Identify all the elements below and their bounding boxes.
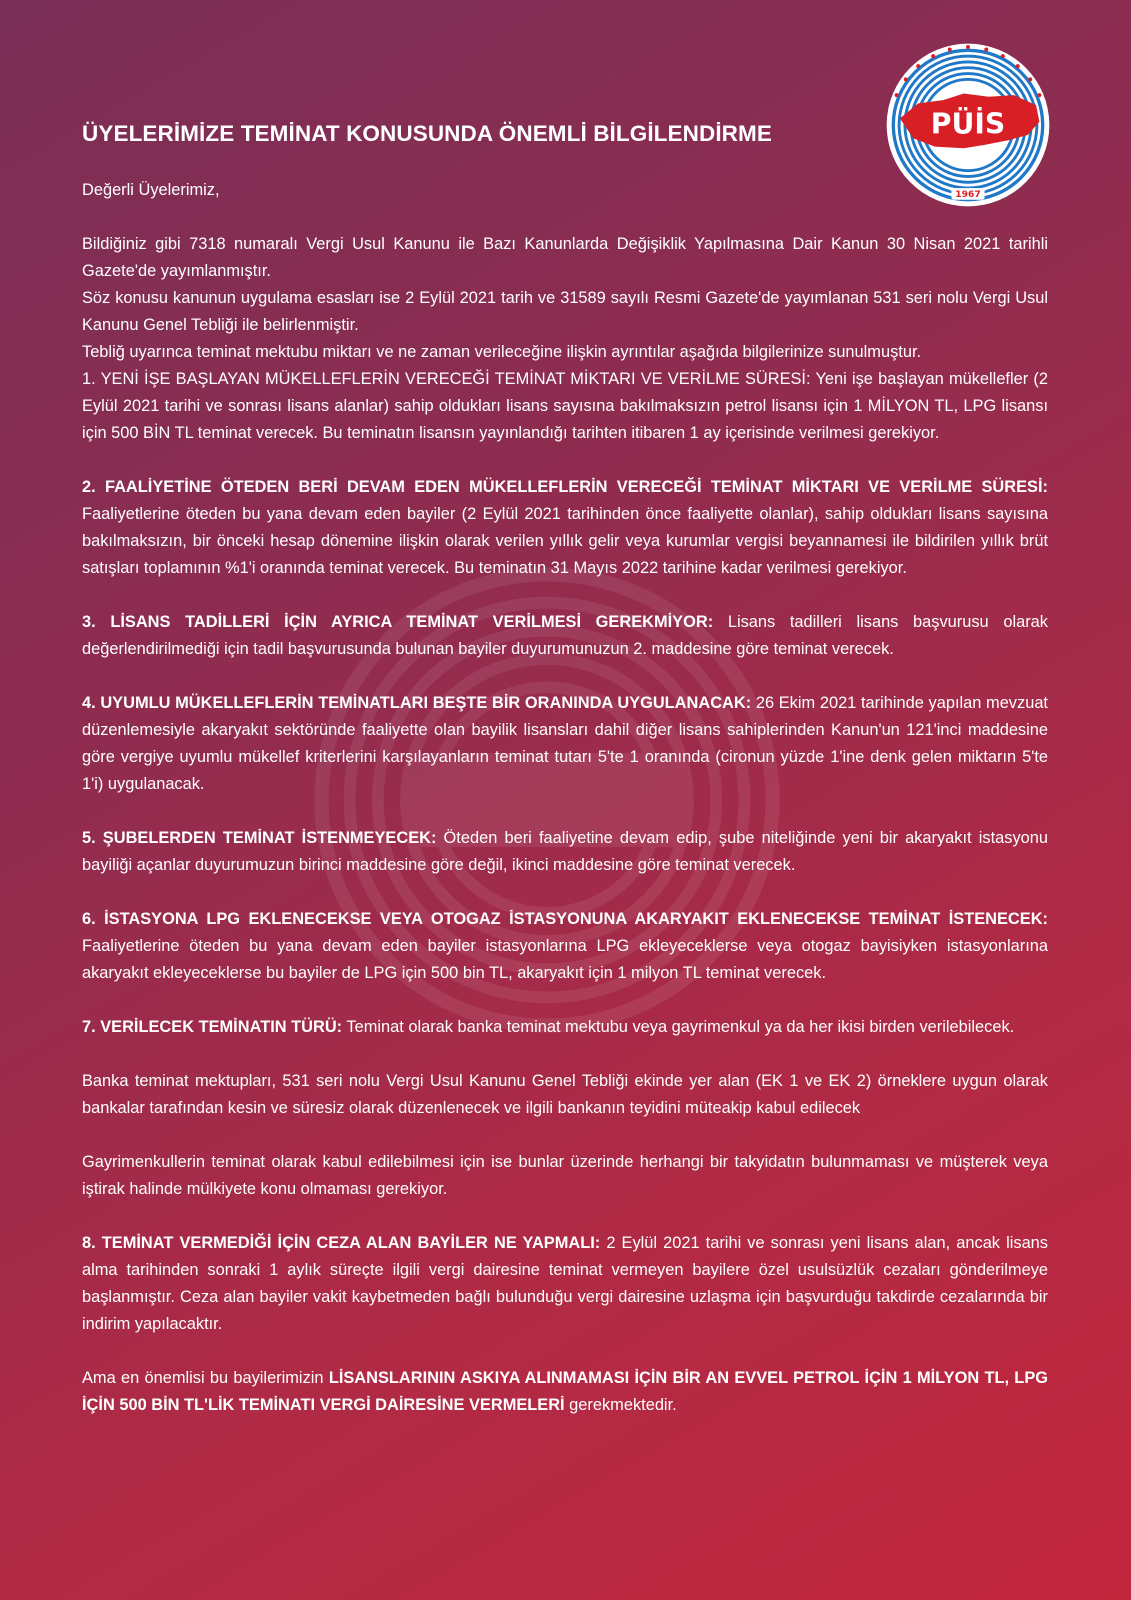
item-6 xyxy=(82,906,1048,987)
item-7 xyxy=(82,1014,1048,1041)
intro-paragraph: Söz konusu kanunun uygulama esasları ise 2 Eylül 2021 tarih ve 31589 sayılı Resmi Gazete'de yayımlanan 531 seri nolu Vergi Usul Kanunu Genel Tebliği ile belirlenmiştir. xyxy=(82,289,1048,334)
item-heading: 2. FAALİYETİNE ÖTEDEN BERİ DEVAM EDEN MÜKELLEFLERİN VERECEĞİ TEMİNAT MİKTARI VE VERİLME SÜRESİ: xyxy=(82,478,1048,496)
closing-bold: LİSANSLARININ ASKIYA ALINMAMASI İÇİN BİR AN EVVEL PETROL İÇİN 1 MİLYON TL, LPG İÇİN 500 BİN TL'LİK TEMİNATI VERGİ DAİRESİNE VERMELERİ xyxy=(82,1369,1049,1414)
item-3 xyxy=(82,609,1048,663)
closing xyxy=(82,1365,1048,1419)
item-5 xyxy=(82,825,1048,879)
item-heading: 3. LİSANS TADİLLERİ İÇİN AYRICA TEMİNAT VERİLMESİ GEREKMİYOR: xyxy=(82,613,714,631)
item-heading: 1. YENİ İŞE BAŞLAYAN MÜKELLEFLERİN VERECEĞİ TEMİNAT MİKTARI VE VERİLME SÜRESİ: xyxy=(82,370,811,388)
item-2 xyxy=(82,474,1048,582)
page-title: ÜYELERİMİZE TEMİNAT KONUSUNDA ÖNEMLİ BİLGİLENDİRME xyxy=(82,121,772,146)
item-body: Yeni işe başlayan mükellefler (2 Eylül 2021 tarihi ve sonrası lisans alanlar) sahip oldukları lisans sayısına bakılmaksızın petrol lisansı için 1 MİLYON TL, LPG lisansı için 500 BİN TL teminat verecek. Bu teminatın lisansın yayınlandığı tarihten itibaren 1 ay içerisinde verilmesi gerekiyor. xyxy=(82,370,1048,442)
item-body: 2 Eylül 2021 tarihi ve sonrası yeni lisans alan, ancak lisans alma tarihinden sonraki 1 aylık süreçte ilgili vergi dairesine teminat vermeyen bayilere özel usulsüzlük cezaları gönderilmeye başlanmıştır. Ceza alan bayiler vakit kaybetmeden bağlı bulunduğu vergi dairesine uzlaşma için başvurduğu takdirde cezalarında bir indirim yapılacaktır. xyxy=(82,1234,1048,1333)
item-heading: 7. VERİLECEK TEMİNATIN TÜRÜ: xyxy=(82,1018,343,1036)
intro-paragraph: Bildiğiniz gibi 7318 numaralı Vergi Usul Kanunu ile Bazı Kanunlarda Değişiklik Yapılmasına Dair Kanun 30 Nisan 2021 tarihli Gazete'de yayımlanmıştır. xyxy=(82,235,1048,280)
item-4 xyxy=(82,690,1048,798)
item-1 xyxy=(82,366,1048,447)
letter-content xyxy=(82,119,1048,1419)
logo-text: PÜİS xyxy=(930,107,1006,141)
item-body: Teminat olarak banka teminat mektubu veya gayrimenkul ya da her ikisi birden verilebilecek. xyxy=(342,1018,1015,1036)
item-heading: 6. İSTASYONA LPG EKLENECEKSE VEYA OTOGAZ İSTASYONUNA AKARYAKIT EKLENECEKSE TEMİNAT İSTENECEK: xyxy=(82,910,1048,928)
logo-year: 1967 xyxy=(955,190,981,201)
note-property: Gayrimenkullerin teminat olarak kabul edilebilmesi için ise bunlar üzerinde herhangi bir takyidatın bulunmaması ve müşterek veya iştirak halinde mülkiyete konu olmaması gerekiyor. xyxy=(82,1153,1048,1198)
item-body: 26 Ekim 2021 tarihinde yapılan mevzuat düzenlemesiyle akaryakıt sektöründe faaliyette olan bayilik lisansları dahil diğer lisans sahiplerinden Kanun'un 121'inci maddesine göre vergiye uyumlu mükellef kriterlerini karşılayanların teminat tutarı 5'te 1 oranında (cironun yüzde 1'ine denk gelen miktarın 5'te 1'i) uygulanacak. xyxy=(82,694,1048,793)
item-heading: 8. TEMİNAT VERMEDİĞİ İÇİN CEZA ALAN BAYİLER NE YAPMALI: xyxy=(82,1234,601,1252)
closing-pre: Ama en önemlisi bu bayilerimizin xyxy=(82,1369,329,1387)
intro-block xyxy=(82,231,1048,447)
item-body: Öteden beri faaliyetine devam edip, şube niteliğinde yeni bir akaryakıt istasyonu bayiliği açanlar duyurumuzun birinci maddesine göre değil, ikinci maddesine göre teminat verecek. xyxy=(82,829,1048,874)
item-heading: 4. UYUMLU MÜKELLEFLERİN TEMİNATLARI BEŞTE BİR ORANINDA UYGULANACAK: xyxy=(82,694,752,712)
item-heading: 5. ŞUBELERDEN TEMİNAT İSTENMEYECEK: xyxy=(82,829,437,847)
intro-paragraph: Tebliğ uyarınca teminat mektubu miktarı ve ne zaman verileceğine ilişkin ayrıntılar aşağıda bilgilerinize sunulmuştur. xyxy=(82,343,922,361)
item-body: Faaliyetlerine öteden bu yana devam eden bayiler istasyonlarına LPG ekleyeceklerse veya otogaz bayisiyken istasyonlarına akaryakıt ekleyeceklerse bu bayiler de LPG için 500 bin TL, akaryakıt için 1 milyon TL teminat verecek. xyxy=(82,937,1048,982)
item-8 xyxy=(82,1230,1048,1338)
closing-post: gerekmektedir. xyxy=(564,1396,677,1414)
note-bank: Banka teminat mektupları, 531 seri nolu Vergi Usul Kanunu Genel Tebliği ekinde yer alan (EK 1 ve EK 2) örneklere uygun olarak bankalar tarafından kesin ve süresiz olarak düzenlenecek ve ilgili bankanın teyidini müteakip kabul edilecek xyxy=(82,1072,1048,1117)
greeting: Değerli Üyelerimiz, xyxy=(82,181,220,199)
item-body: Faaliyetlerine öteden bu yana devam eden bayiler (2 Eylül 2021 tarihinden önce faaliyette olanlar), sahip oldukları lisans sayısına bakılmaksızın, bir önceki hesap dönemine ilişkin olarak verilen yıllık gelir veya kurumlar vergisi beyannamesi ile bildirilen yıllık brüt satışları toplamının %1'i oranında teminat verecek. Bu teminatın 31 Mayıs 2022 tarihine kadar verilmesi gerekiyor. xyxy=(82,505,1048,577)
item-body: Lisans tadilleri lisans başvurusu olarak değerlendirilmediği için tadil başvurusunda bulunan bayiler duyurumunuzun 2. maddesine göre teminat verecek. xyxy=(82,613,1048,658)
